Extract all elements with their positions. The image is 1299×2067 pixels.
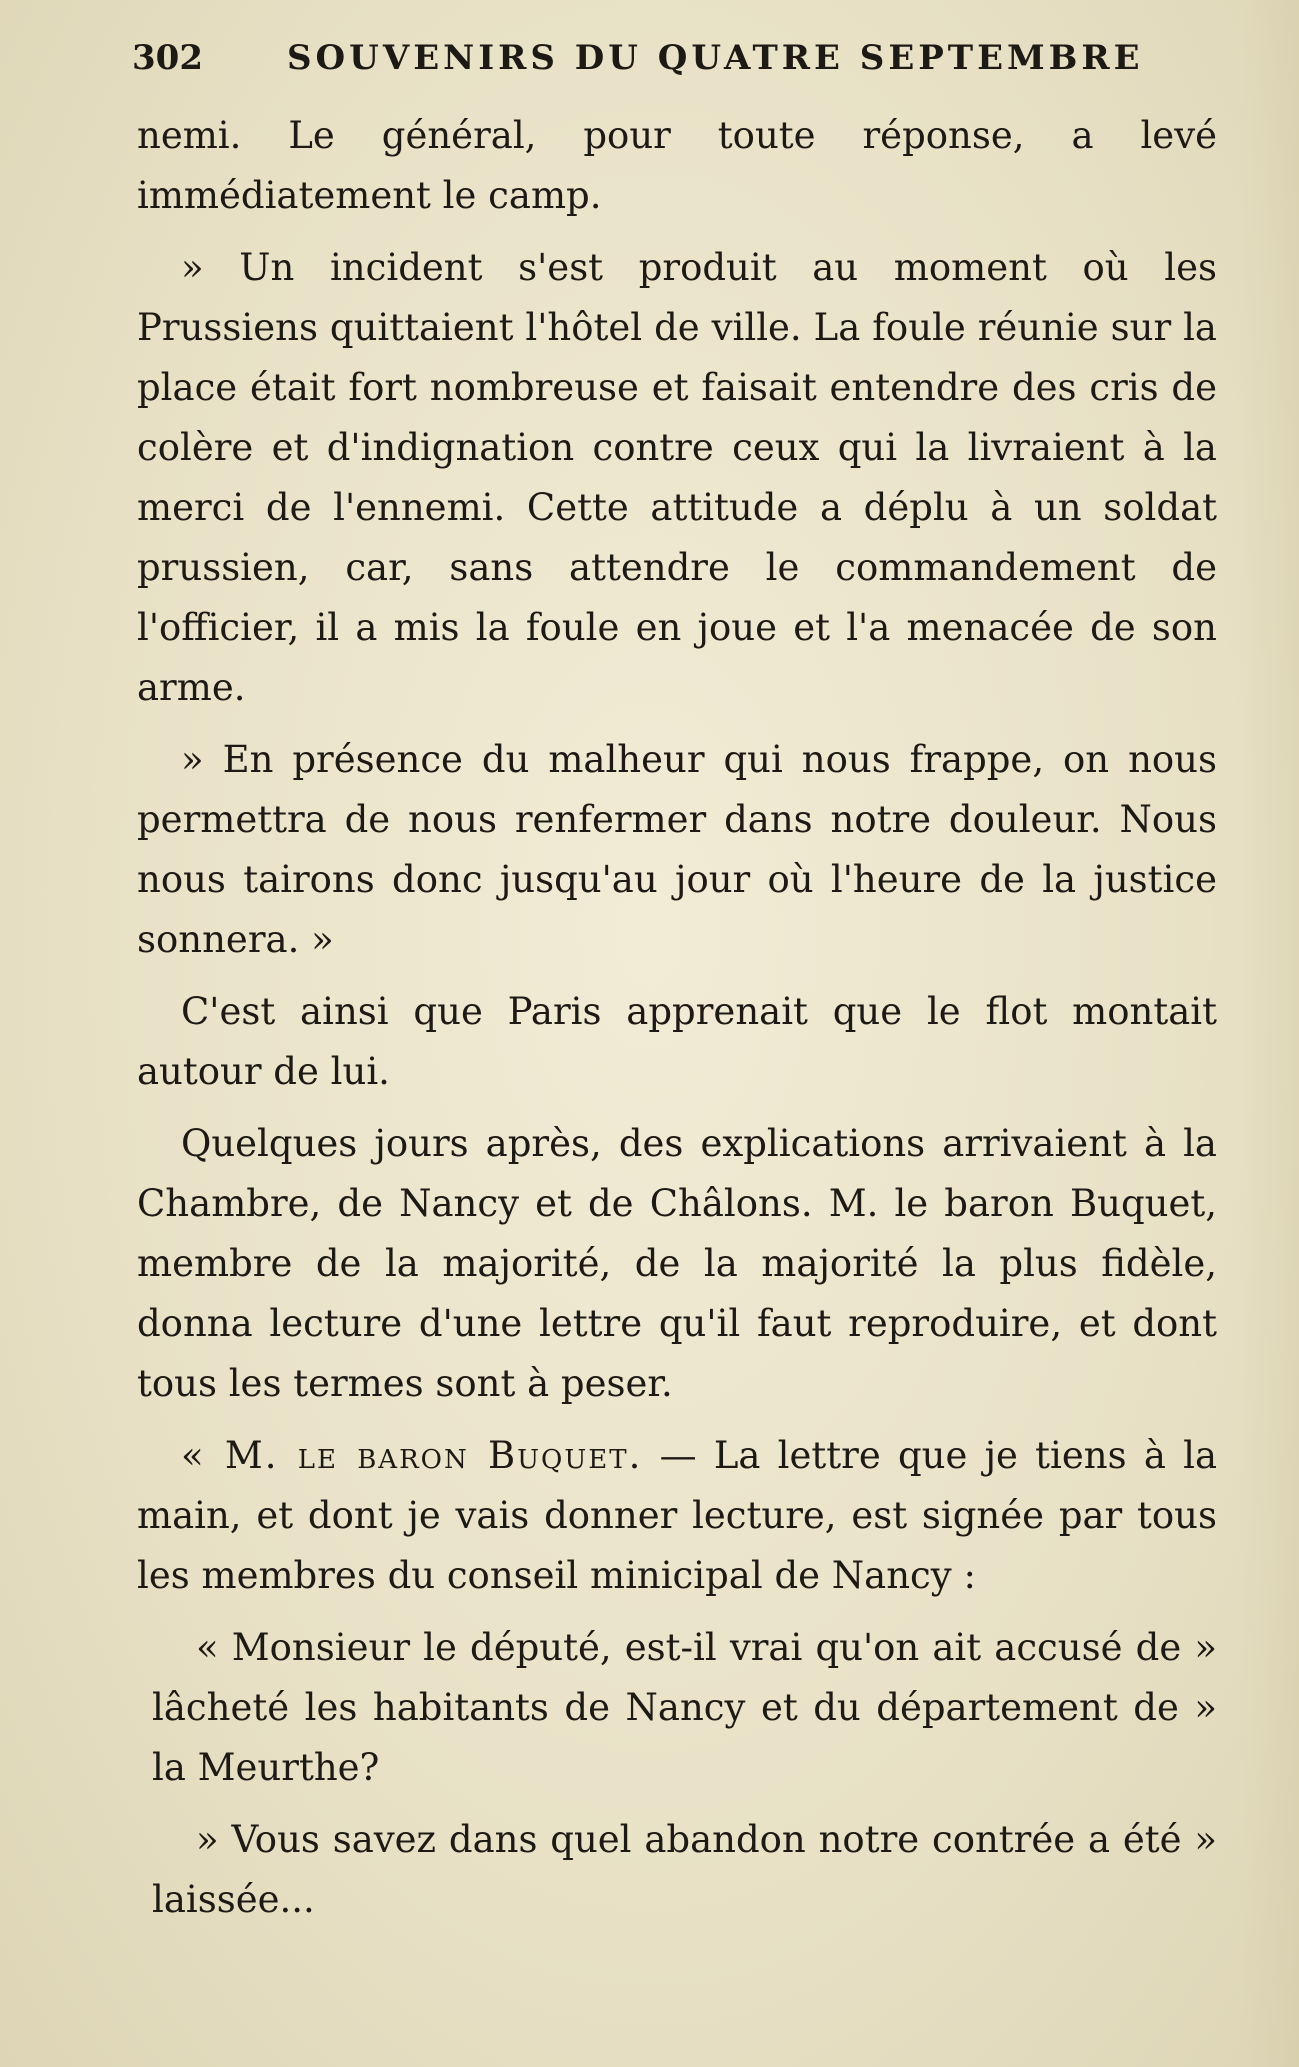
speaker-text: — La lettre que je tiens à la main, et dont je vais donner lecture, est signée par tous les membres du conseil minicipal de Nancy : bbox=[137, 1434, 1218, 1597]
paragraph-1: nemi. Le général, pour toute réponse, a levé immédiatement le camp. bbox=[137, 114, 1217, 217]
paragraph-2: » Un incident s'est produit au moment où les Prussiens quittaient l'hôtel de ville. La foule réunie sur la place était fort nombreuse et faisait entendre des cris de colère et d'indignation contre ceux qui la livraient à la merci de l'ennemi. Cette attitude a déplu à un soldat prussien, car, sans attendre le commandement de l'officier, il a mis la foule en joue et l'a menacée de son arme. bbox=[137, 246, 1217, 709]
letter-paragraph-1: « Monsieur le député, est-il vrai qu'on ait accusé de » lâcheté les habitants de Nancy et du département de » la Meurthe? bbox=[152, 1626, 1217, 1789]
running-title: SOUVENIRS DU QUATRE SEPTEMBRE bbox=[287, 38, 1144, 78]
paragraph-3: » En présence du malheur qui nous frappe, on nous permettra de nous renfermer dans notre douleur. Nous nous tairons donc jusqu'au jour où l'heure de la justice sonnera. » bbox=[137, 738, 1217, 961]
page-edge-shadow bbox=[1239, 0, 1299, 2067]
speaker-name: « M. le baron Buquet. bbox=[181, 1434, 643, 1477]
page-header bbox=[132, 38, 1222, 88]
paragraph-6 bbox=[137, 1426, 1217, 1606]
letter-paragraph-2: » Vous savez dans quel abandon notre contrée a été » laissée... bbox=[152, 1818, 1217, 1921]
page-body bbox=[137, 106, 1217, 1942]
page-number: 302 bbox=[132, 38, 203, 78]
paragraph-4: C'est ainsi que Paris apprenait que le flot montait autour de lui. bbox=[137, 990, 1217, 1093]
paragraph-5: Quelques jours après, des explications arrivaient à la Chambre, de Nancy et de Châlons. M. le baron Buquet, membre de la majorité, de la majorité la plus fidèle, donna lecture d'une lettre qu'il faut reproduire, et dont tous les termes sont à peser. bbox=[137, 1122, 1217, 1405]
